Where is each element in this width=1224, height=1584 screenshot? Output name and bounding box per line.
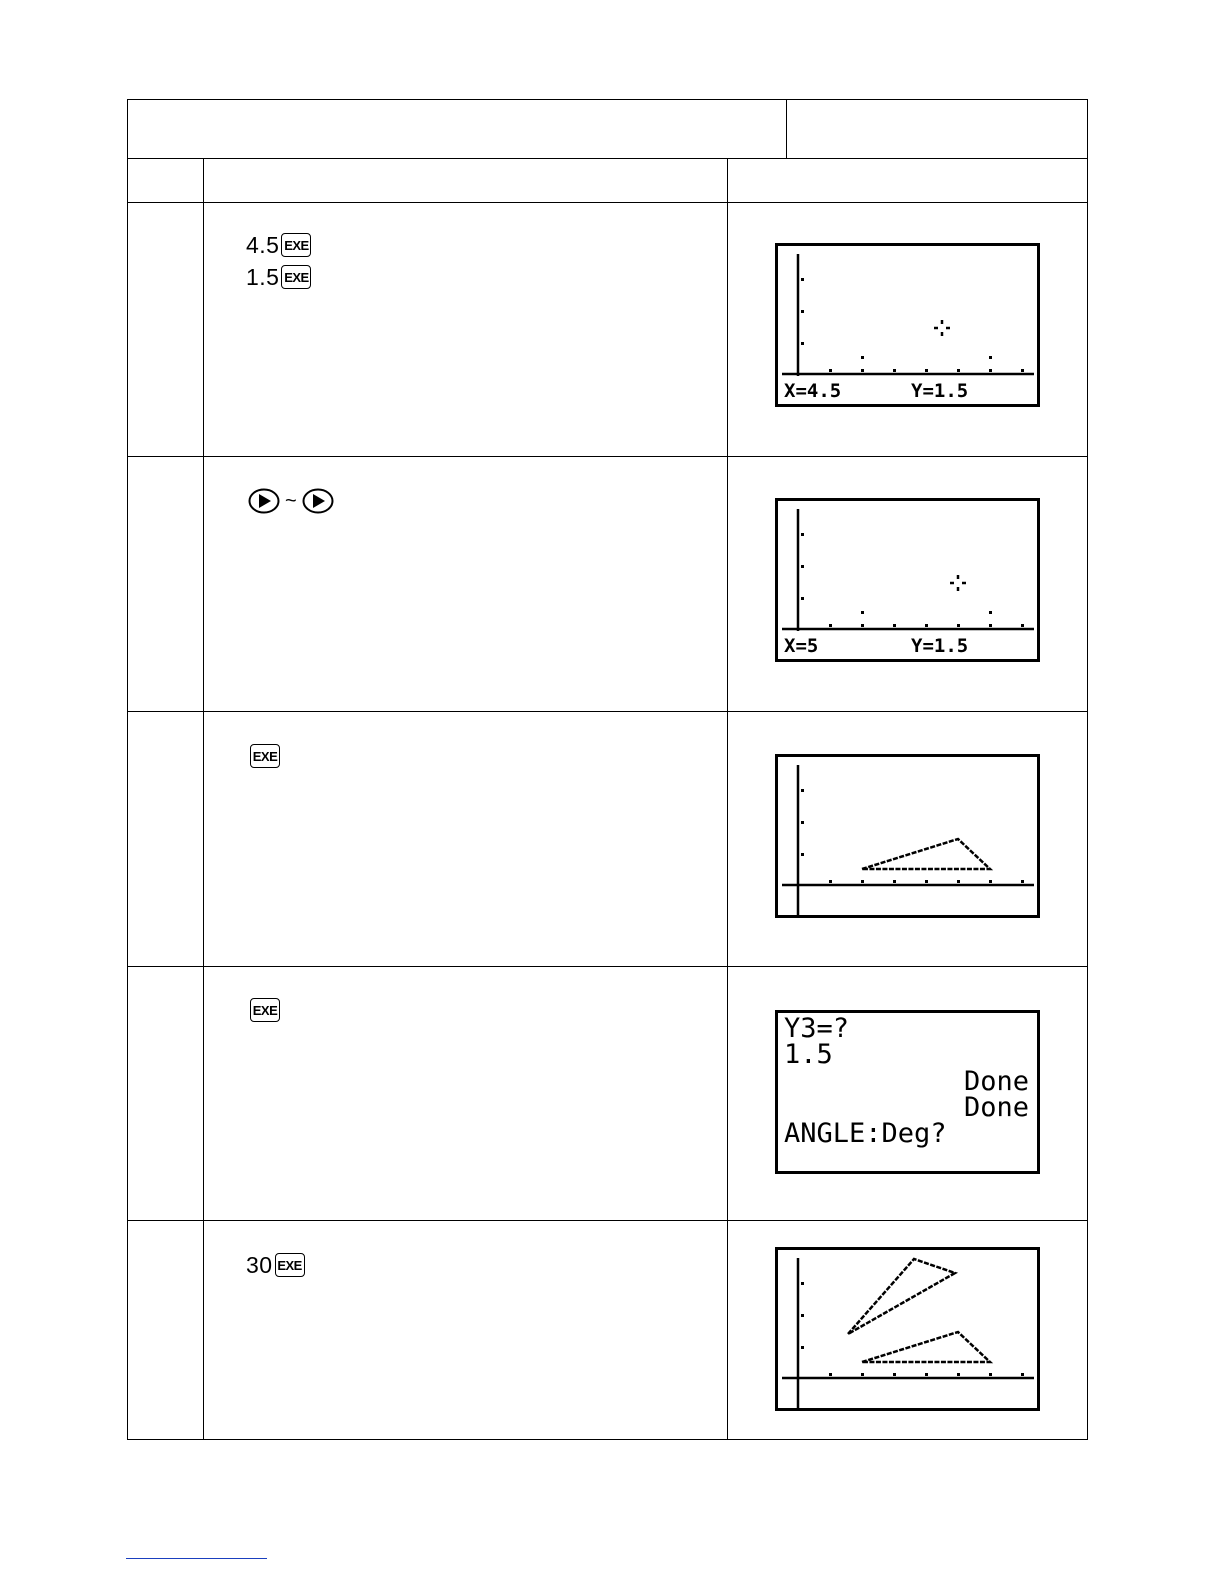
key-sequence <box>246 1250 305 1280</box>
row-rule <box>127 456 1088 457</box>
step-column-rule <box>203 158 204 1440</box>
key-sequence <box>248 486 334 516</box>
exe-key-icon: EXE <box>250 744 280 768</box>
exe-key-icon: EXE <box>281 265 311 289</box>
key-sequence <box>246 262 311 292</box>
key-sequence <box>246 230 311 260</box>
calculator-screen <box>775 498 1040 662</box>
exe-key-icon: EXE <box>275 1253 305 1277</box>
header-rule <box>127 158 1088 159</box>
triangle-shape <box>862 839 990 869</box>
calculator-screen <box>775 1010 1040 1174</box>
range-separator: ~ <box>285 489 297 512</box>
key-sequence <box>250 995 280 1025</box>
screen-line: ANGLE:Deg? <box>784 1118 947 1149</box>
x-readout: X=5 <box>784 635 819 657</box>
header-divider <box>786 99 787 159</box>
row-rule <box>127 966 1088 967</box>
screen-line: Done <box>963 1066 1029 1097</box>
x-readout: X=4.5 <box>784 380 842 402</box>
key-sequence <box>250 741 280 771</box>
key-value: 30 <box>246 1251 273 1278</box>
calculator-screen <box>775 754 1040 918</box>
triangle-shape <box>862 1332 990 1362</box>
row-rule <box>127 1220 1088 1221</box>
crosshair-cursor-icon <box>950 575 966 591</box>
key-value: 4.5 <box>246 231 280 258</box>
graph-area <box>778 1250 1037 1408</box>
screen-line: Done <box>963 1092 1029 1123</box>
row-rule <box>127 711 1088 712</box>
key-value: 1.5 <box>246 263 280 290</box>
right-arrow-key-icon <box>248 488 280 514</box>
column-header-rule <box>127 202 1088 203</box>
calculator-screen <box>775 243 1040 407</box>
rotated-triangle-shape <box>848 1259 955 1334</box>
screen-line: 1.5 <box>784 1039 833 1070</box>
graph-area <box>778 757 1037 915</box>
y-readout: Y=1.5 <box>911 380 969 402</box>
exe-key-icon: EXE <box>281 233 311 257</box>
crosshair-cursor-icon <box>934 320 950 336</box>
exe-key-icon: EXE <box>250 998 280 1022</box>
screen-line: Y3=? <box>784 1013 850 1044</box>
right-arrow-key-icon <box>302 488 334 514</box>
y-readout: Y=1.5 <box>911 635 969 657</box>
footer-rule <box>126 1558 267 1559</box>
display-column-rule <box>727 158 728 1440</box>
calculator-screen <box>775 1247 1040 1411</box>
